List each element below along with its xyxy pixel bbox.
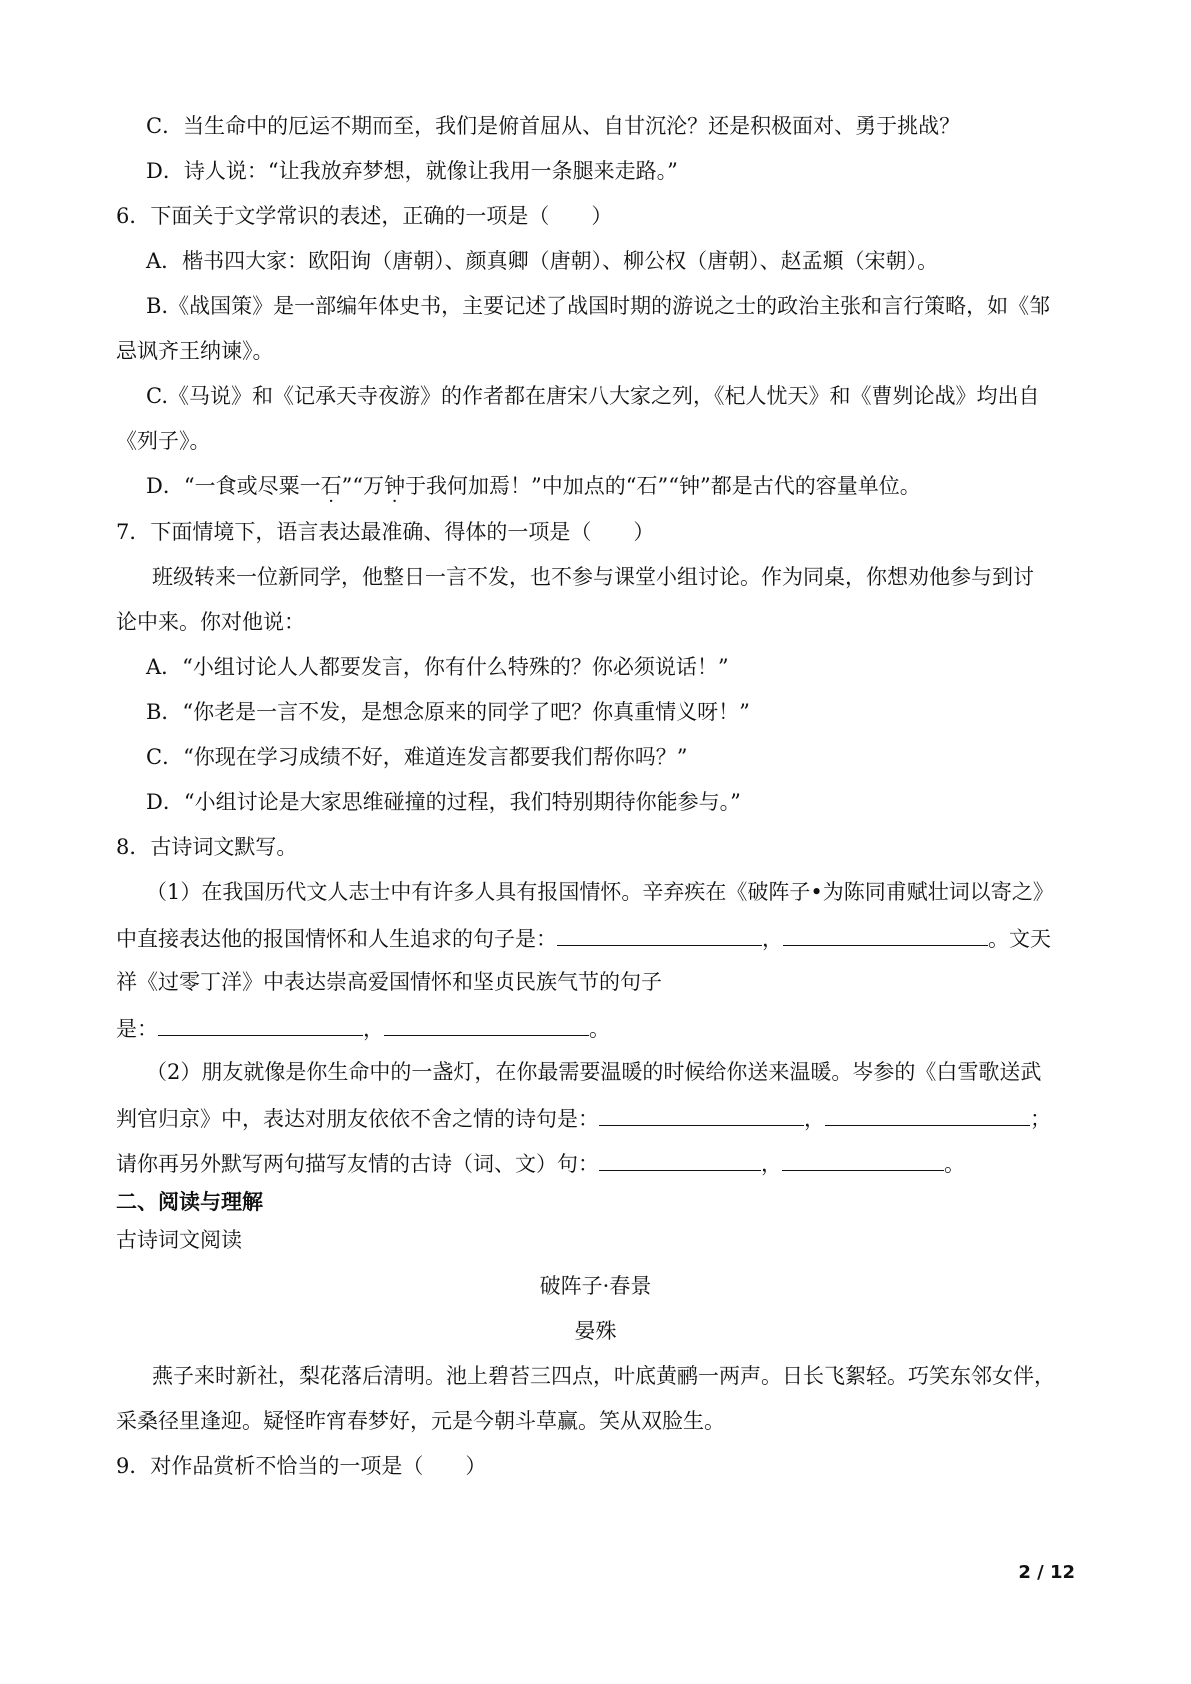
q6-option-b-line1: B.《战国策》是一部编年体史书，主要记述了战国时期的游说之士的政治主张和言行策略，如《邹 <box>146 294 1051 318</box>
poem-line1: 燕子来时新社，梨花落后清明。池上碧苔三四点，叶底黄鹂一两声。日长飞絮轻。巧笑东邻女伴， <box>152 1364 1055 1388</box>
q5-option-d: D．诗人说：“让我放弃梦想，就像让我用一条腿来走路。” <box>146 159 678 183</box>
q6-option-d-dotted-char-2: 钟 <box>384 474 406 498</box>
separator: ， <box>761 1152 782 1176</box>
q8-part1-line2-text: 中直接表达他的报国情怀和人生追求的句子是： <box>116 927 557 951</box>
q6-option-d-pre: D．“一食或尽粟一 <box>146 474 321 498</box>
answer-blank[interactable] <box>599 1103 804 1126</box>
q7-option-a: A．“小组讨论人人都要发言，你有什么特殊的？你必须说话！” <box>146 655 729 679</box>
q7-option-c: C．“你现在学习成绩不好，难道连发言都要我们帮你吗？” <box>146 745 688 769</box>
q9-stem: 9．对作品赏析不恰当的一项是（ ） <box>116 1454 487 1478</box>
separator: ， <box>804 1107 825 1131</box>
poem-author: 晏殊 <box>574 1319 617 1343</box>
q6-option-d-post: 于我何加焉！”中加点的“石”“钟”都是古代的容量单位。 <box>405 474 921 498</box>
answer-blank[interactable] <box>384 1013 589 1036</box>
q8-part2-line3 <box>116 1148 965 1178</box>
q8-stem: 8．古诗词文默写。 <box>116 835 298 859</box>
q8-part2-line3-tail: 。 <box>944 1152 965 1176</box>
section-title: 二、阅读与理解 <box>116 1190 263 1214</box>
q7-option-b: B．“你老是一言不发，是想念原来的同学了吧？你真重情义呀！” <box>146 700 750 724</box>
q7-context-line1: 班级转来一位新同学，他整日一言不发，也不参与课堂小组讨论。作为同桌，你想劝他参与到讨 <box>152 565 1034 589</box>
q8-part1-line1: （1）在我国历代文人志士中有许多人具有报国情怀。辛弃疾在《破阵子•为陈同甫赋壮词以寄之》 <box>146 880 1054 904</box>
answer-blank[interactable] <box>782 1148 944 1171</box>
separator: ， <box>363 1017 384 1041</box>
separator: ， <box>762 927 783 951</box>
q7-stem: 7．下面情境下，语言表达最准确、得体的一项是（ ） <box>116 520 655 544</box>
q6-option-d <box>146 472 921 500</box>
section-subtitle: 古诗词文阅读 <box>116 1228 242 1252</box>
q6-option-a: A．楷书四大家：欧阳询（唐朝）、颜真卿（唐朝）、柳公权（唐朝）、赵孟頫（宋朝）。 <box>146 249 939 273</box>
q8-part2-line2-text: 判官归京》中，表达对朋友依依不舍之情的诗句是： <box>116 1107 599 1131</box>
q6-option-d-dotted-char-1: 石 <box>320 474 342 498</box>
q8-part2-line2-tail: ； <box>1030 1107 1051 1131</box>
q8-part1-line2 <box>116 923 1051 953</box>
q5-option-c: C．当生命中的厄运不期而至，我们是俯首屈从、自甘沉沦？还是积极面对、勇于挑战？ <box>146 114 961 138</box>
answer-blank[interactable] <box>599 1148 761 1171</box>
poem-line2: 采桑径里逢迎。疑怪昨宵春梦好，元是今朝斗草赢。笑从双脸生。 <box>116 1409 725 1433</box>
answer-blank[interactable] <box>557 923 762 946</box>
q8-part2-line2 <box>116 1103 1051 1133</box>
q6-option-c-line2: 《列子》。 <box>116 429 211 453</box>
page-number: 2 / 12 <box>1018 1562 1075 1583</box>
answer-blank[interactable] <box>158 1013 363 1036</box>
answer-blank[interactable] <box>825 1103 1030 1126</box>
q6-option-c-line1: C.《马说》和《记承天寺夜游》的作者都在唐宋八大家之列，《杞人忧天》和《曹刿论战》均出自 <box>146 384 1040 408</box>
q8-part1-line4-tail: 。 <box>589 1017 610 1041</box>
q8-part2-line1: （2）朋友就像是你生命中的一盏灯，在你最需要温暖的时候给你送来温暖。岑参的《白雪歌送武 <box>146 1060 1042 1084</box>
q7-context-line2: 论中来。你对他说： <box>116 610 305 634</box>
q8-part1-line4 <box>116 1013 610 1043</box>
answer-blank[interactable] <box>783 923 988 946</box>
q6-stem: 6．下面关于文学常识的表述，正确的一项是（ ） <box>116 204 613 228</box>
q6-option-b-line2: 忌讽齐王纳谏》。 <box>116 339 274 363</box>
q8-part2-line3-text: 请你再另外默写两句描写友情的古诗（词、文）句： <box>116 1152 599 1176</box>
q6-option-d-mid: ”“万 <box>341 474 385 498</box>
poem-title: 破阵子·春景 <box>539 1274 652 1298</box>
q7-option-d: D．“小组讨论是大家思维碰撞的过程，我们特别期待你能参与。” <box>146 790 741 814</box>
q8-part1-line3: 祥《过零丁洋》中表达崇高爱国情怀和坚贞民族气节的句子 <box>116 970 662 994</box>
q8-part1-line2-tail: 。文天 <box>988 927 1051 951</box>
q8-part1-line4-text: 是： <box>116 1017 158 1041</box>
